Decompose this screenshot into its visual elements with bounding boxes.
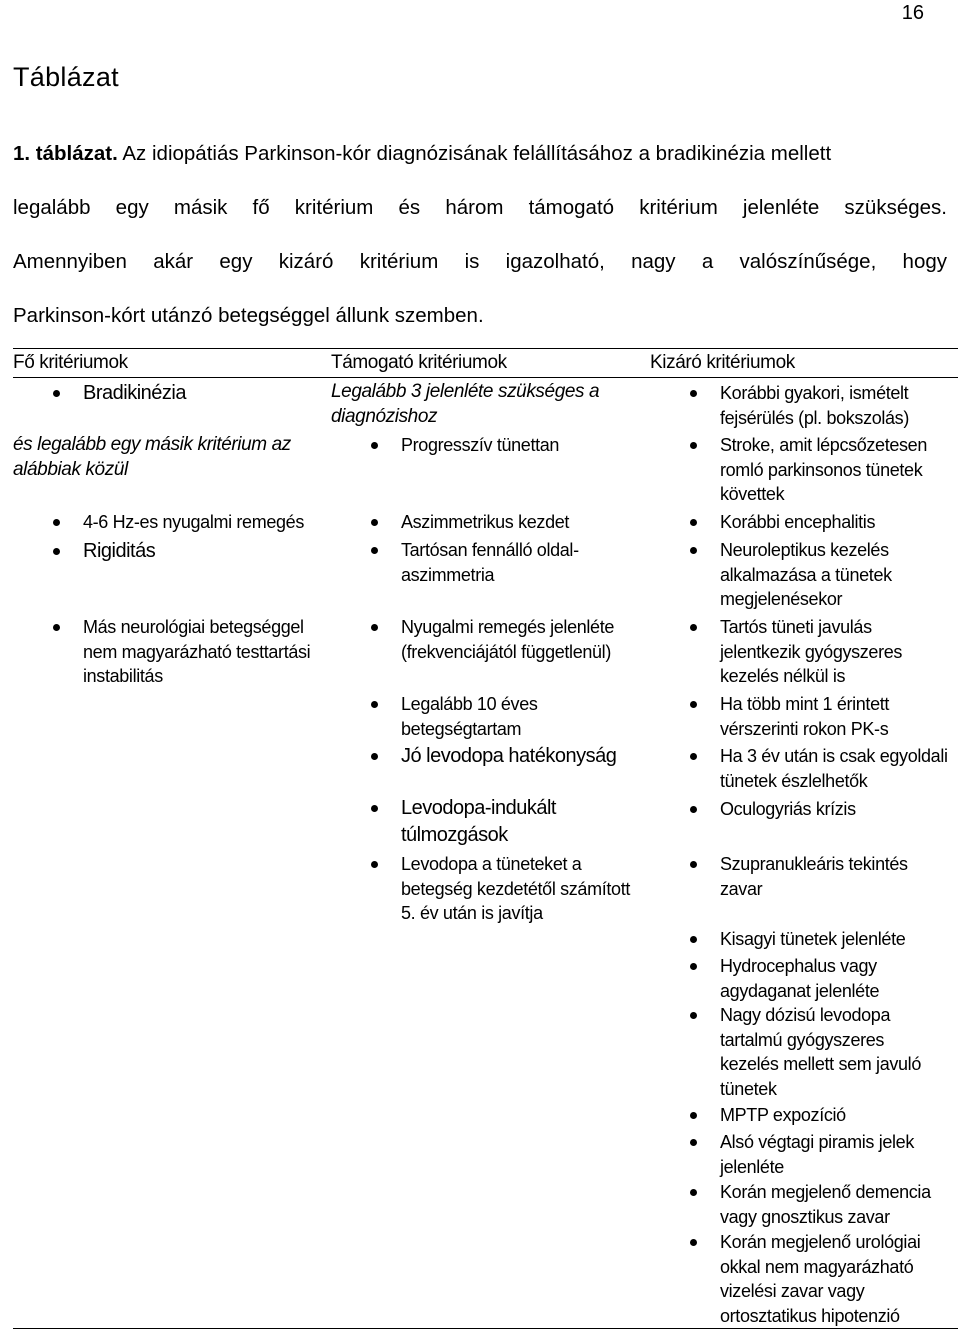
caption-label: 1. táblázat.: [13, 142, 118, 165]
bullet-icon: [690, 519, 697, 526]
table-header-rule: [13, 377, 958, 378]
bullet-icon: [371, 547, 378, 554]
bullet-icon: [371, 624, 378, 631]
caption-line-2: legalább egy másik fő kritérium és három támogató kritérium jelenléte szükséges.: [13, 196, 947, 219]
list-item-text: Szupranukleáris tekintés zavar: [720, 854, 908, 899]
list-item-text: Korábbi gyakori, ismételt fejsérülés (pl. bokszolás): [720, 383, 909, 428]
bullet-icon: [53, 548, 60, 555]
list-item-text: 4-6 Hz-es nyugalmi remegés: [83, 512, 304, 532]
section-title: Táblázat: [13, 62, 119, 92]
bullet-icon: [53, 390, 60, 397]
bullet-icon: [371, 861, 378, 868]
caption-line-4: Parkinson-kórt utánzó betegséggel állunk szemben.: [13, 304, 484, 327]
header-main-criteria: Fő kritériumok: [13, 352, 128, 373]
list-item-text: Levodopa-indukált túlmozgások: [401, 797, 556, 846]
header-exclusion-criteria: Kizáró kritériumok: [650, 352, 795, 373]
list-item-text: Nyugalmi remegés jelenléte (frekvenciájától függetlenül): [401, 617, 615, 662]
list-item-text: Aszimmetrikus kezdet: [401, 512, 570, 532]
list-item-text: Korán megjelenő demencia vagy gnosztikus zavar: [720, 1182, 931, 1227]
criteria-table: [13, 348, 958, 1329]
bullet-icon: [690, 936, 697, 943]
bullet-icon: [690, 547, 697, 554]
bullet-icon: [690, 1112, 697, 1119]
bullet-icon: [690, 1139, 697, 1146]
bullet-icon: [371, 753, 378, 760]
bullet-icon: [690, 701, 697, 708]
caption-line-3: Amennyiben akár egy kizáró kritérium is igazolható, nagy a valószínűsége, hogy: [13, 250, 947, 273]
bullet-icon: [371, 805, 378, 812]
bullet-icon: [690, 806, 697, 813]
supporting-criteria-note: Legalább 3 jelenléte szükséges a diagnózishoz: [331, 381, 600, 427]
bullet-icon: [371, 519, 378, 526]
list-item-text: Nagy dózisú levodopa tartalmú gyógyszeres kezelés mellett sem javuló tünetek: [720, 1005, 921, 1099]
table-top-rule: [13, 348, 958, 349]
list-item-text: Ha 3 év után is csak egyoldali tünetek észlelhetők: [720, 746, 948, 791]
main-criteria-note: és legalább egy másik kritérium az alábbiak közül: [13, 434, 291, 480]
list-item-text: Tartós tüneti javulás jelentkezik gyógyszeres kezelés nélkül is: [720, 617, 903, 687]
list-item-text: Bradikinézia: [83, 382, 186, 404]
bullet-icon: [690, 624, 697, 631]
bullet-icon: [690, 861, 697, 868]
list-item-text: Más neurológiai betegséggel nem magyarázható testtartási instabilitás: [83, 617, 311, 687]
list-item-text: Kisagyi tünetek jelenléte: [720, 929, 906, 949]
list-item-text: Rigiditás: [83, 540, 156, 562]
list-item-text: Progresszív tünettan: [401, 435, 560, 455]
bullet-icon: [690, 1189, 697, 1196]
list-item-text: Korábbi encephalitis: [720, 512, 876, 532]
list-item-text: MPTP expozíció: [720, 1105, 846, 1125]
bullet-icon: [690, 390, 697, 397]
bullet-icon: [690, 963, 697, 970]
list-item-text: Korán megjelenő urológiai okkal nem magyarázható vizelési zavar vagy ortosztatikus hipotenzió: [720, 1232, 921, 1326]
list-item-text: Neuroleptikus kezelés alkalmazása a tünetek megjelenésekor: [720, 540, 892, 610]
bullet-icon: [690, 753, 697, 760]
list-item-text: Tartósan fennálló oldal-aszimmetria: [401, 540, 579, 585]
list-item-text: Legalább 10 éves betegségtartam: [401, 694, 538, 739]
bullet-icon: [690, 1012, 697, 1019]
caption-line-1: Az idiopátiás Parkinson-kór diagnózisának felállításához a bradikinézia mellett: [117, 142, 832, 165]
bullet-icon: [690, 442, 697, 449]
header-supporting-criteria: Támogató kritériumok: [331, 352, 507, 373]
bullet-icon: [371, 701, 378, 708]
table-caption: [13, 127, 947, 343]
bullet-icon: [371, 442, 378, 449]
list-item-text: Ha több mint 1 érintett vérszerinti rokon PK-s: [720, 694, 890, 739]
list-item-text: Stroke, amit lépcsőzetesen romló parkinsonos tünetek követtek: [720, 435, 928, 505]
bullet-icon: [690, 1239, 697, 1246]
list-item-text: Jó levodopa hatékonyság: [401, 745, 617, 767]
list-item-text: Oculogyriás krízis: [720, 799, 856, 819]
list-item-text: Levodopa a tüneteket a betegség kezdetétől számított 5. év után is javítja: [401, 854, 630, 924]
bullet-icon: [53, 519, 60, 526]
bullet-icon: [53, 624, 60, 631]
page-number: 16: [901, 2, 924, 24]
list-item-text: Alsó végtagi piramis jelek jelenléte: [720, 1132, 914, 1177]
list-item-text: Hydrocephalus vagy agydaganat jelenléte: [720, 956, 880, 1001]
